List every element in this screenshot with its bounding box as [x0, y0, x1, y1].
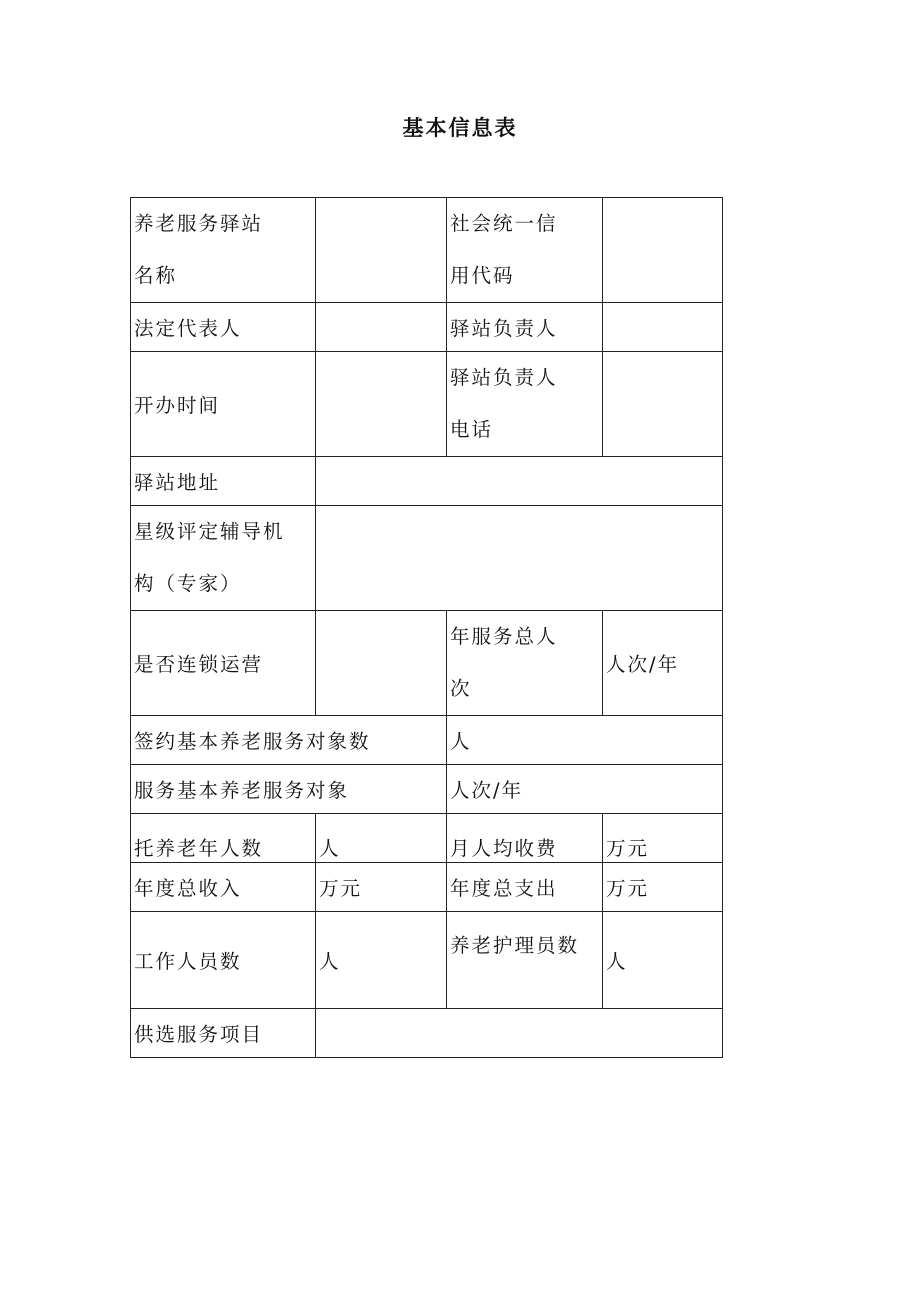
star-field[interactable]: [316, 506, 723, 611]
star-label-cell: [131, 506, 316, 611]
station-name-label-cell: [131, 198, 316, 303]
credit-code-label-line1: 社会统一信: [450, 212, 558, 235]
station-name-field[interactable]: [316, 198, 447, 303]
station-name-label-line2: 名称: [134, 264, 178, 287]
signed-label: 签约基本养老服务对象数: [131, 716, 447, 765]
chain-field[interactable]: [316, 611, 447, 716]
address-label: 驿站地址: [131, 457, 316, 506]
station-name-label-line1: 养老服务驿站: [134, 212, 264, 235]
page-title: 基本信息表: [402, 116, 518, 140]
annual-service-label-line2: 次: [450, 677, 472, 700]
table-row: [131, 765, 723, 814]
table-row: [131, 611, 723, 716]
monthly-fee-label: 月人均收费: [447, 814, 603, 863]
served-unit[interactable]: 人次/年: [447, 765, 723, 814]
nurse-unit[interactable]: 人: [603, 912, 723, 1009]
nurse-label: 养老护理员数: [447, 912, 603, 1009]
signed-unit[interactable]: 人: [447, 716, 723, 765]
served-label: 服务基本养老服务对象: [131, 765, 447, 814]
head-phone-label-line2: 电话: [450, 418, 494, 441]
table-row: [131, 716, 723, 765]
table-row: [131, 352, 723, 457]
table-row: [131, 506, 723, 611]
table-row: [131, 457, 723, 506]
monthly-fee-unit[interactable]: 万元: [603, 814, 723, 863]
credit-code-label-line2: 用代码: [450, 264, 515, 287]
annual-service-label-cell: [447, 611, 603, 716]
credit-code-field[interactable]: [603, 198, 723, 303]
table-row: [131, 303, 723, 352]
table-row: [131, 198, 723, 303]
head-phone-field[interactable]: [603, 352, 723, 457]
chain-label: 是否连锁运营: [131, 611, 316, 716]
elderly-count-label: 托养老年人数: [131, 814, 316, 863]
table-row: [131, 912, 723, 1009]
table-row: [131, 863, 723, 912]
table-row: [131, 814, 723, 863]
basic-info-table: [130, 197, 723, 1058]
station-head-label: 驿站负责人: [447, 303, 603, 352]
annual-service-unit[interactable]: 人次/年: [603, 611, 723, 716]
address-field[interactable]: [316, 457, 723, 506]
annual-income-label: 年度总收入: [131, 863, 316, 912]
optional-services-field[interactable]: [316, 1009, 723, 1058]
annual-expense-unit[interactable]: 万元: [603, 863, 723, 912]
annual-income-unit[interactable]: 万元: [316, 863, 447, 912]
credit-code-label-cell: [447, 198, 603, 303]
head-phone-label-line1: 驿站负责人: [450, 366, 558, 389]
open-time-field[interactable]: [316, 352, 447, 457]
legal-rep-label: 法定代表人: [131, 303, 316, 352]
open-time-label: 开办时间: [131, 352, 316, 457]
star-label-line1: 星级评定辅导机: [134, 520, 285, 543]
head-phone-label-cell: [447, 352, 603, 457]
annual-expense-label: 年度总支出: [447, 863, 603, 912]
optional-services-label: 供选服务项目: [131, 1009, 316, 1058]
star-label-line2: 构（专家）: [134, 572, 242, 595]
legal-rep-field[interactable]: [316, 303, 447, 352]
staff-label: 工作人员数: [131, 912, 316, 1009]
annual-service-label-line1: 年服务总人: [450, 625, 558, 648]
elderly-count-unit[interactable]: 人: [316, 814, 447, 863]
station-head-field[interactable]: [603, 303, 723, 352]
staff-unit[interactable]: 人: [316, 912, 447, 1009]
table-row: [131, 1009, 723, 1058]
